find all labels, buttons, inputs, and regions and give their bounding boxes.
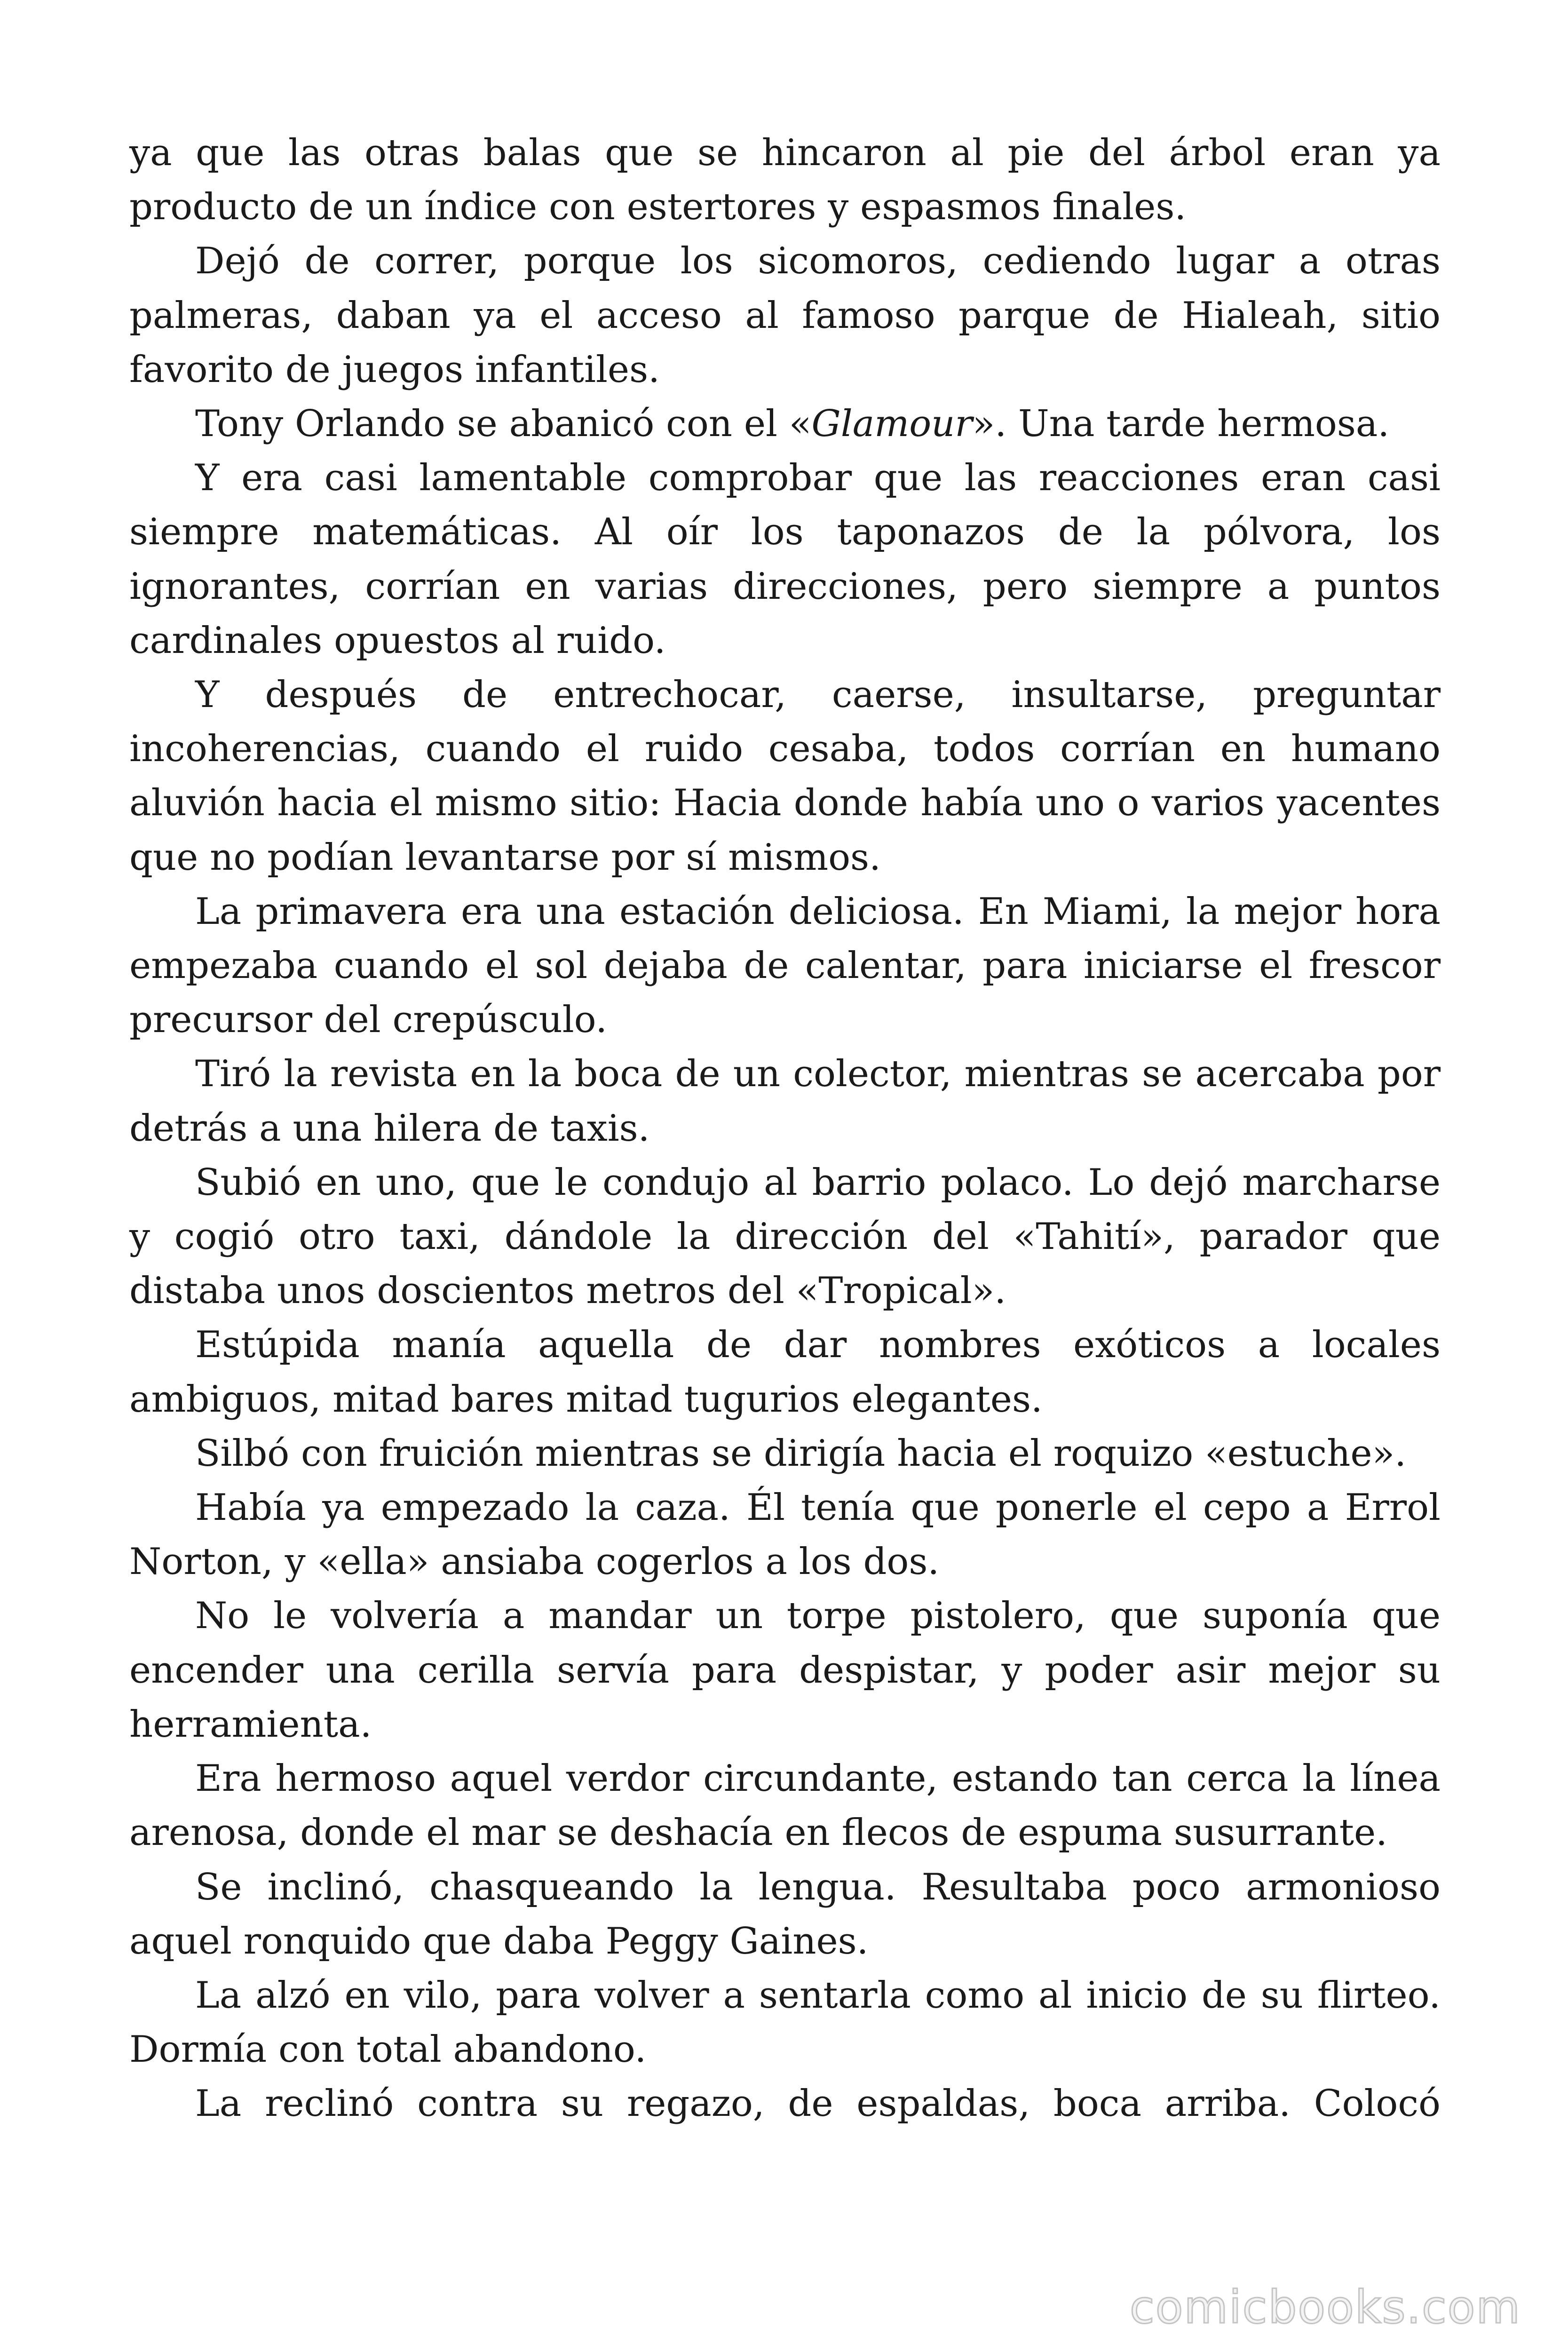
paragraph-13: Era hermoso aquel verdor circundante, estando tan cerca la línea arenosa, donde el mar se deshacía en flecos de espuma susurrante.	[129, 1757, 1441, 1854]
paragraph-11: Había ya empezado la caza. Él tenía que ponerle el cepo a Errol Norton, y «ella» ansiaba cogerlos a los dos.	[129, 1486, 1441, 1583]
paragraph-6: La primavera era una estación deliciosa. En Miami, la mejor hora empezaba cuando el sol dejaba de calentar, para iniciarse el frescor precursor del crepúsculo.	[129, 890, 1441, 1041]
magazine-title: Glamour	[811, 403, 973, 445]
paragraph-2: Dejó de correr, porque los sicomoros, cediendo lugar a otras palmeras, daban ya el acceso al famoso parque de Hialeah, sitio favorito de juegos infantiles.	[129, 240, 1441, 391]
paragraph-10: Silbó con fruición mientras se dirigía hacia el roquizo «estuche».	[195, 1432, 1407, 1475]
body-text	[129, 126, 1441, 2131]
paragraph-16: La reclinó contra su regazo, de espaldas, boca arriba. Colocó	[195, 2082, 1441, 2125]
paragraph-4: Y era casi lamentable comprobar que las reacciones eran casi siempre matemáticas. Al oír los taponazos de la pólvora, los ignorantes, corrían en varias direcciones, pero siempre a puntos cardinales opuestos al ruido.	[129, 457, 1441, 662]
paragraph-14: Se inclinó, chasqueando la lengua. Resultaba poco armonioso aquel ronquido que daba Peggy Gaines.	[129, 1866, 1441, 1963]
paragraph-7: Tiró la revista en la boca de un colector, mientras se acercaba por detrás a una hilera de taxis.	[129, 1053, 1441, 1150]
paragraph-3-before: Tony Orlando se abanicó con el «	[195, 403, 812, 445]
paragraph-8: Subió en uno, que le condujo al barrio polaco. Lo dejó marcharse y cogió otro taxi, dándole la dirección del «Tahití», parador que distaba unos doscientos metros del «Tropical».	[129, 1161, 1441, 1312]
paragraph-1: ya que las otras balas que se hincaron al pie del árbol eran ya producto de un índice con estertores y espasmos finales.	[129, 132, 1441, 229]
site-watermark: comicbooks.com	[1129, 2281, 1521, 2334]
paragraph-15: La alzó en vilo, para volver a sentarla como al inicio de su flirteo. Dormía con total abandono.	[129, 1974, 1441, 2071]
paragraph-3-after: ». Una tarde hermosa.	[972, 403, 1390, 445]
paragraph-9: Estúpida manía aquella de dar nombres exóticos a locales ambiguos, mitad bares mitad tugurios elegantes.	[129, 1324, 1441, 1421]
paragraph-12: No le volvería a mandar un torpe pistolero, que suponía que encender una cerilla servía para despistar, y poder asir mejor su herramienta.	[129, 1595, 1441, 1746]
paragraph-3	[129, 397, 1441, 451]
paragraph-5: Y después de entrechocar, caerse, insultarse, preguntar incoherencias, cuando el ruido cesaba, todos corrían en humano aluvión hacia el mismo sitio: Hacia donde había uno o varios yacentes que no podían levantarse por sí mismos.	[129, 674, 1441, 879]
